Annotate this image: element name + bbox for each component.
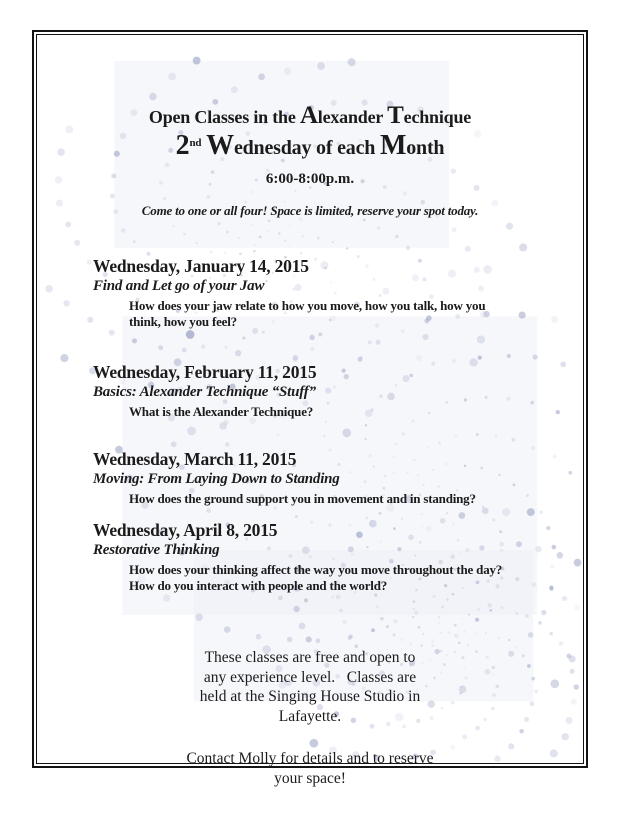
event-description-line: How does the ground support you in movement and in standing?: [129, 490, 476, 506]
event-block: [93, 363, 563, 420]
text-line: your space!: [274, 769, 346, 787]
text-line: held at the Singing House Studio in: [199, 688, 421, 705]
event-date: Wednesday, February 11, 2015: [93, 362, 317, 382]
event-description: [129, 491, 563, 507]
footer-info-paragraph: [37, 648, 583, 726]
tagline-text: Come to one or all four! Space is limited, reserve your spot today.: [141, 203, 479, 218]
footer-contact-paragraph: [37, 749, 583, 788]
title-line-1: Open Classes in the Alexander Technique: [148, 102, 472, 129]
event-description: [129, 298, 563, 329]
event-block: [93, 257, 563, 329]
event-description: [129, 404, 563, 420]
event-description: [129, 562, 563, 593]
text-line: any experience level. Classes are: [203, 668, 417, 686]
event-description-line: think, how you feel?: [129, 313, 237, 329]
text-line: These classes are free and open to: [204, 649, 416, 666]
page-border-outer: [32, 30, 588, 787]
event-description-line: What is the Alexander Technique?: [129, 404, 314, 419]
title-line-2: 2nd Wednesday of each Month: [175, 130, 445, 161]
event-description-line: How does your jaw relate to how you move, how you talk, how you: [129, 298, 486, 313]
text-line: Contact Molly for details and to reserve: [186, 750, 434, 767]
event-topic: Basics: Alexander Technique “Stuff”: [93, 384, 316, 400]
event-date: Wednesday, January 14, 2015: [93, 256, 309, 276]
event-description-line: How does your thinking affect the way you move throughout the day?: [129, 562, 503, 577]
text-line: Lafayette.: [278, 707, 342, 725]
event-list: [37, 257, 583, 593]
event-topic: Find and Let go of your Jaw: [93, 278, 265, 294]
event-topic: Moving: From Laying Down to Standing: [93, 470, 340, 487]
event-date: Wednesday, March 11, 2015: [93, 448, 297, 469]
event-block: [93, 450, 563, 507]
page-border-inner: [36, 34, 584, 787]
flyer-content: [37, 103, 583, 831]
time-text: 6:00-8:00p.m.: [265, 171, 355, 187]
flyer-header: [37, 103, 583, 219]
event-block: [93, 521, 563, 593]
event-description-line: How do you interact with people and the world?: [129, 577, 388, 593]
event-date: Wednesday, April 8, 2015: [93, 520, 278, 540]
event-topic: Restorative Thinking: [93, 542, 220, 558]
